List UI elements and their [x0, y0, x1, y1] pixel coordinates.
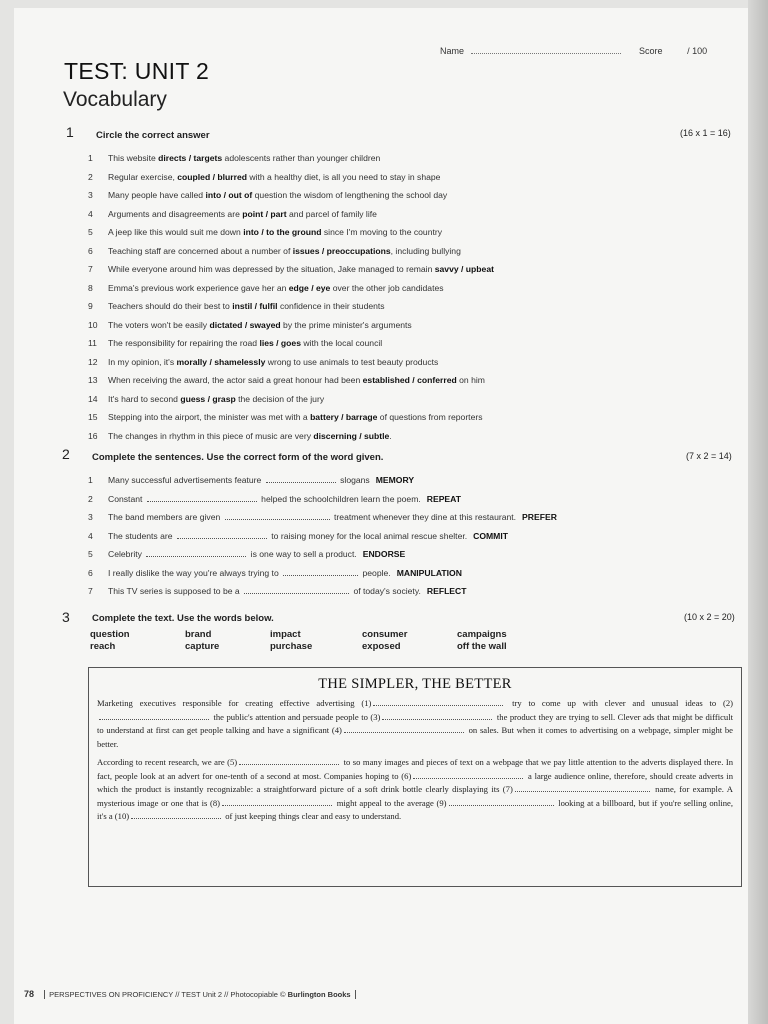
question-text-after: on him	[456, 375, 485, 385]
sentence-item	[88, 527, 688, 546]
section-1-number: 1	[66, 124, 74, 140]
answer-options[interactable]: established / conferred	[362, 375, 457, 385]
sentence-text-after: slogans	[337, 475, 370, 485]
sentence-text-after: is one way to sell a product.	[248, 549, 357, 559]
sentence-text-after: people.	[360, 567, 391, 578]
word-bank-item: purchase	[270, 641, 313, 652]
given-word: PREFER	[522, 512, 557, 522]
answer-options[interactable]: point / part	[242, 208, 287, 219]
paragraph-text: Marketing executives responsible for creating effective advertising (1)	[97, 698, 372, 708]
section-1-points: (16 x 1 = 16)	[680, 128, 731, 138]
sentence-number: 3	[88, 512, 93, 522]
answer-options[interactable]: into / out of	[205, 190, 253, 200]
given-word: MANIPULATION	[396, 567, 462, 578]
answer-options[interactable]: edge / eye	[288, 282, 331, 293]
question-text-before: A jeep like this would suit me down	[108, 227, 244, 237]
given-word: MEMORY	[375, 475, 415, 485]
section-3-instruction: Complete the text. Use the words below.	[92, 613, 274, 624]
sentence-number: 2	[88, 493, 93, 504]
question-number: 4	[88, 208, 93, 219]
question-text-before: Many people have called	[108, 190, 206, 200]
question-item	[88, 149, 668, 168]
question-text-before: Teachers should do their best to	[108, 301, 233, 311]
sentence-text-before: Constant	[108, 493, 145, 504]
question-text-before: When receiving the award, the actor said a great honour had been	[108, 375, 363, 385]
page-number: 78	[24, 989, 35, 999]
answer-blank[interactable]	[225, 511, 330, 520]
answer-options[interactable]: battery / barrage	[310, 412, 378, 422]
sentence-number: 5	[88, 549, 93, 559]
cloze-paragraph-2	[97, 756, 733, 824]
question-item	[88, 408, 668, 427]
answer-options[interactable]: dictated / swayed	[209, 319, 281, 330]
question-text-before: It's hard to second	[108, 393, 181, 404]
sentence-item	[88, 564, 688, 583]
cloze-blank[interactable]	[373, 697, 503, 706]
question-number: 15	[88, 412, 98, 422]
cloze-blank[interactable]	[131, 810, 221, 819]
word-bank-item: reach	[90, 641, 116, 652]
question-number: 6	[88, 245, 93, 256]
question-text-before: This website	[108, 153, 159, 163]
cloze-blank[interactable]	[344, 724, 464, 733]
answer-options[interactable]: lies / goes	[259, 338, 301, 348]
given-word: REPEAT	[426, 493, 461, 504]
question-number: 12	[88, 356, 98, 367]
cloze-blank[interactable]	[515, 783, 650, 792]
name-score-header	[440, 46, 707, 56]
answer-blank[interactable]	[266, 474, 336, 483]
sentence-item	[88, 490, 688, 509]
sentence-item	[88, 545, 688, 564]
cloze-text-box	[88, 667, 742, 887]
question-item	[88, 316, 668, 335]
given-word: ENDORSE	[362, 549, 406, 559]
question-number: 3	[88, 190, 93, 200]
word-bank-item: campaigns	[457, 629, 507, 640]
question-item	[88, 186, 668, 205]
question-text-before: Stepping into the airport, the minister was met with a	[108, 412, 311, 422]
sentence-number: 1	[88, 475, 93, 485]
question-number: 9	[88, 301, 93, 311]
given-word: COMMIT	[473, 530, 508, 541]
word-bank-item: question	[90, 629, 130, 640]
word-bank-item: off the wall	[457, 641, 507, 652]
sentence-text-after: of today's society.	[351, 586, 421, 596]
word-bank	[90, 629, 557, 652]
sentence-item	[88, 471, 688, 490]
sentence-text-after: helped the schoolchildren learn the poem.	[258, 493, 421, 504]
sentence-number: 4	[88, 530, 93, 541]
question-text-before: Arguments and disagreements are	[108, 208, 243, 219]
paragraph-text: the public's attention and persuade people to (3)	[211, 711, 381, 722]
answer-blank[interactable]	[244, 585, 349, 594]
paragraph-text: of just keeping things clear and easy to understand.	[223, 811, 402, 821]
answer-blank[interactable]	[147, 493, 257, 502]
question-number: 1	[88, 153, 93, 163]
section-2-points: (7 x 2 = 14)	[686, 451, 732, 461]
sentence-text-before: The band members are given	[108, 512, 223, 522]
footer-publisher: Burlington Books	[287, 990, 351, 999]
answer-options[interactable]: discerning / subtle	[313, 430, 390, 441]
section-1-questions	[88, 149, 668, 445]
question-text-after: by the prime minister's arguments	[280, 319, 412, 330]
question-text-before: Teaching staff are concerned about a number of	[108, 245, 293, 256]
question-text-before: In my opinion, it's	[108, 356, 177, 367]
paragraph-text: looking at a billboard, but if you're selling online, it's a (10)	[97, 797, 733, 821]
test-subtitle: Vocabulary	[63, 88, 167, 111]
question-text-after: the decision of the jury	[235, 393, 325, 404]
sentence-text-before: Many successful advertisements feature	[108, 475, 264, 485]
question-text-after: wrong to use animals to test beauty products	[265, 356, 439, 367]
answer-options[interactable]: instil / fulfil	[232, 301, 278, 311]
sentence-text-before: I really dislike the way you're always trying to	[108, 567, 282, 578]
question-text-after: with the local council	[301, 338, 383, 348]
question-item	[88, 334, 668, 353]
section-3-number: 3	[62, 609, 70, 625]
book-spine-shadow	[748, 0, 768, 1024]
question-text-after: .	[389, 430, 392, 441]
sentence-text-before: Celebrity	[108, 549, 145, 559]
question-item	[88, 427, 668, 446]
section-2-instruction: Complete the sentences. Use the correct form of the word given.	[92, 452, 384, 463]
question-number: 11	[88, 338, 97, 348]
question-text-after: with a healthy diet, is all you need to stay in shape	[246, 171, 441, 182]
answer-options[interactable]: guess / grasp	[180, 393, 236, 404]
answer-options[interactable]: morally / shamelessly	[176, 356, 266, 367]
cloze-blank[interactable]	[222, 797, 332, 806]
word-bank-item: exposed	[362, 641, 401, 652]
answer-options[interactable]: directs / targets	[158, 153, 223, 163]
question-text-after: over the other job candidates	[330, 282, 444, 293]
sentence-text-before: The students are	[108, 530, 175, 541]
question-number: 13	[88, 375, 98, 385]
section-2-number: 2	[62, 446, 70, 462]
question-text-after: confidence in their students	[277, 301, 385, 311]
question-number: 8	[88, 282, 93, 293]
answer-blank[interactable]	[177, 530, 267, 539]
cloze-blank[interactable]	[449, 797, 554, 806]
question-number: 14	[88, 393, 98, 404]
question-text-after: , including bullying	[390, 245, 461, 256]
word-bank-item: impact	[270, 629, 301, 640]
paragraph-text: to so many images and pieces of text on a webpage that we pay little attention to the adverts displayed there. In fact, people look at an advert for one-tenth of a second at most. Companies hoping to (6)	[97, 757, 733, 781]
answer-options[interactable]: into / to the ground	[243, 227, 322, 237]
name-field-line[interactable]	[471, 53, 621, 54]
answer-options[interactable]: coupled / blurred	[177, 171, 247, 182]
sentence-text-before: This TV series is supposed to be a	[108, 586, 243, 596]
question-text-before: The changes in rhythm in this piece of music are very	[108, 430, 314, 441]
question-item	[88, 371, 668, 390]
word-bank-item: consumer	[362, 629, 408, 640]
sentence-number: 6	[88, 567, 93, 578]
paragraph-text: on sales. But when it comes to advertising on a webpage, simpler might be better.	[97, 725, 733, 749]
question-item	[88, 242, 668, 261]
paragraph-text: According to recent research, we are (5)	[97, 757, 238, 767]
question-text-before: The voters won't be easily	[108, 319, 210, 330]
question-item	[88, 297, 668, 316]
sentence-number: 7	[88, 586, 93, 596]
question-text-before: Emma's previous work experience gave her an	[108, 282, 289, 293]
cloze-paragraph-1	[97, 697, 733, 751]
question-text-before: Regular exercise,	[108, 171, 178, 182]
section-1-instruction: Circle the correct answer	[96, 130, 210, 141]
question-text-after: question the wisdom of lengthening the school day	[252, 190, 448, 200]
paragraph-text: a large audience online, therefore, should create adverts in which the product is instantly recognizable: a straightforward picture of a soft drink bottle clearly displaying its (7)	[97, 770, 733, 794]
word-bank-item: capture	[185, 641, 220, 652]
answer-options[interactable]: issues / preoccupations	[292, 245, 391, 256]
name-label: Name	[440, 46, 465, 56]
question-item	[88, 260, 668, 279]
sentence-text-after: to raising money for the local animal rescue shelter.	[268, 530, 468, 541]
answer-options[interactable]: savvy / upbeat	[434, 264, 494, 274]
cloze-blank[interactable]	[239, 756, 339, 765]
question-item	[88, 223, 668, 242]
question-item	[88, 279, 668, 298]
given-word: REFLECT	[426, 586, 467, 596]
footer-unit: // TEST Unit 2 // Photocopiable ©	[175, 990, 286, 999]
sentence-item	[88, 508, 688, 527]
question-item	[88, 205, 668, 224]
question-text-before: While everyone around him was depressed by the situation, Jake managed to remain	[108, 264, 435, 274]
question-number: 5	[88, 227, 93, 237]
cloze-blank[interactable]	[99, 711, 209, 720]
paragraph-text: name, for example. A mysterious image or one that is (8)	[97, 784, 733, 808]
paragraph-text: might appeal to the average (9)	[334, 797, 447, 808]
score-total: / 100	[687, 46, 708, 56]
score-label: Score	[639, 46, 663, 56]
question-item	[88, 353, 668, 372]
question-number: 10	[88, 319, 98, 330]
answer-blank[interactable]	[283, 567, 358, 576]
question-number: 2	[88, 171, 93, 182]
question-text-after: adolescents rather than younger children	[222, 153, 381, 163]
question-text-after: and parcel of family life	[286, 208, 377, 219]
section-3-points: (10 x 2 = 20)	[684, 612, 735, 622]
sentence-item	[88, 582, 688, 601]
question-number: 7	[88, 264, 93, 274]
cloze-blank[interactable]	[382, 711, 492, 720]
cloze-blank[interactable]	[413, 770, 523, 779]
cloze-text-title: THE SIMPLER, THE BETTER	[318, 676, 512, 692]
question-number: 16	[88, 430, 98, 441]
answer-blank[interactable]	[146, 548, 246, 557]
question-item	[88, 390, 668, 409]
question-text-after: of questions from reporters	[377, 412, 483, 422]
page-footer	[24, 989, 356, 999]
question-text-before: The responsibility for repairing the road	[108, 338, 260, 348]
sentence-text-after: treatment whenever they dine at this restaurant.	[331, 512, 517, 522]
question-text-after: since I'm moving to the country	[321, 227, 443, 237]
test-title: TEST: UNIT 2	[64, 58, 210, 84]
word-bank-item: brand	[185, 629, 212, 640]
section-2-sentences	[88, 471, 688, 601]
paragraph-text: try to come up with clever and unusual ideas to (2)	[505, 698, 734, 708]
footer-series: PERSPECTIVES ON PROFICIENCY	[49, 990, 174, 999]
question-item	[88, 168, 668, 187]
paragraph-text: the product they are trying to sell. Clever ads that might be difficult to understand at first can get people talking and have a significant (4)	[97, 711, 733, 735]
